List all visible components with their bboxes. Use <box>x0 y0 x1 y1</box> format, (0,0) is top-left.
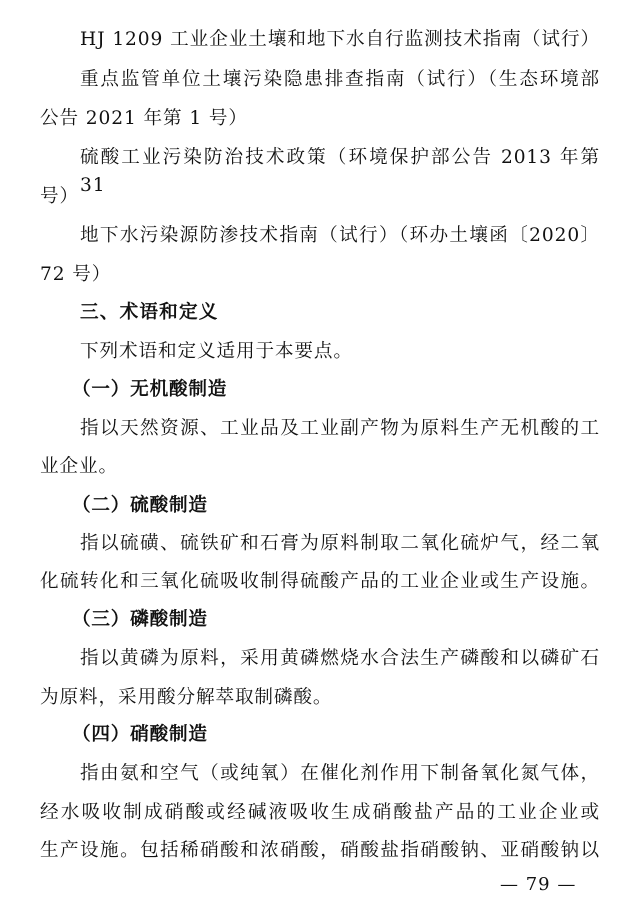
paragraph-inorganic-acid-line-2: 业企业。 <box>40 456 118 477</box>
subheading-nitric-acid: （四）硝酸制造 <box>72 724 208 745</box>
paragraph-phosphoric-acid-line-2: 为原料，采用酸分解萃取制磷酸。 <box>40 687 333 708</box>
section-heading-terms: 三、术语和定义 <box>80 302 219 323</box>
subheading-inorganic-acid: （一）无机酸制造 <box>72 379 228 400</box>
paragraph-sulfuric-acid-line-2: 化硫转化和三氧化硫吸收制得硫酸产品的工业企业或生产设施。 <box>40 571 600 592</box>
reference-groundwater-guide-continued: 72 号） <box>40 264 112 285</box>
subheading-sulfuric-acid: （二）硫酸制造 <box>72 495 208 516</box>
paragraph-phosphoric-acid-line-1: 指以黄磷为原料，采用黄磷燃烧水合法生产磷酸和以磷矿石 <box>80 648 600 669</box>
page-number: — 79 — <box>500 874 577 895</box>
subheading-phosphoric-acid: （三）磷酸制造 <box>72 609 208 630</box>
paragraph-nitric-acid-line-3: 生产设施。包括稀硝酸和浓硝酸，硝酸盐指硝酸钠、亚硝酸钠以 <box>40 840 600 861</box>
reference-soil-hazard-guide-continued: 公告 2021 年第 1 号） <box>40 108 248 129</box>
paragraph-inorganic-acid-line-1: 指以天然资源、工业品及工业副产物为原料生产无机酸的工 <box>80 418 600 439</box>
reference-sulfuric-acid-policy: 硫酸工业污染防治技术政策（环境保护部公告 2013 年第 31 <box>80 147 600 196</box>
paragraph-nitric-acid-line-1: 指由氨和空气（或纯氧）在催化剂作用下制备氧化氮气体， <box>80 763 600 784</box>
terms-intro-paragraph: 下列术语和定义适用于本要点。 <box>80 341 353 362</box>
reference-hj-1209: HJ 1209 工业企业土壤和地下水自行监测技术指南（试行） <box>80 29 600 50</box>
paragraph-nitric-acid-line-2: 经水吸收制成硝酸或经碱液吸收生成硝酸盐产品的工业企业或 <box>40 802 600 823</box>
reference-sulfuric-acid-policy-continued: 号） <box>40 186 79 207</box>
reference-groundwater-guide: 地下水污染源防渗技术指南（试行）（环办土壤函〔2020〕 <box>80 225 600 246</box>
reference-soil-hazard-guide: 重点监管单位土壤污染隐患排查指南（试行）（生态环境部 <box>80 69 600 90</box>
paragraph-sulfuric-acid-line-1: 指以硫磺、硫铁矿和石膏为原料制取二氧化硫炉气，经二氧 <box>80 533 600 554</box>
